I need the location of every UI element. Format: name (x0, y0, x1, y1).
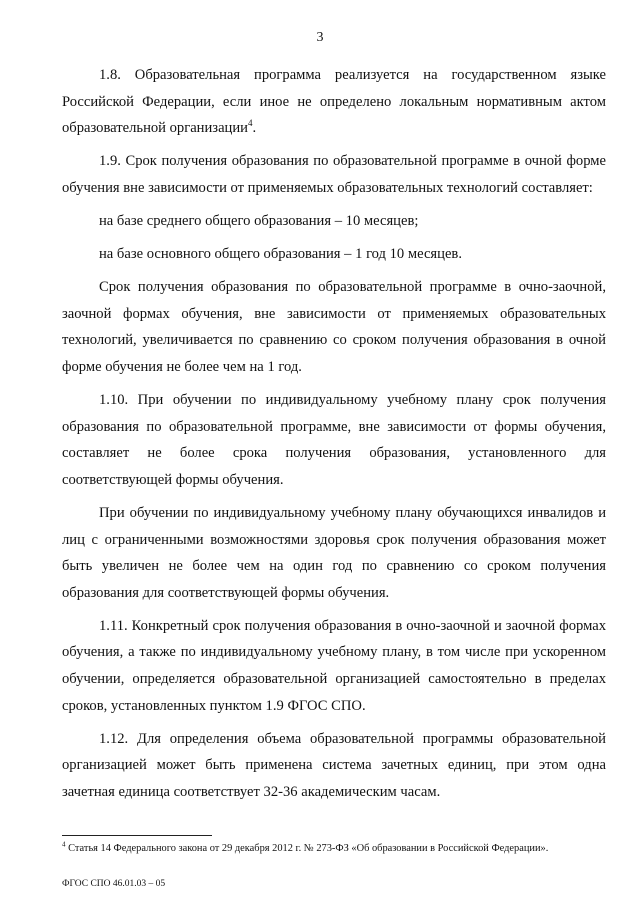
page-number: 3 (316, 30, 324, 45)
list-item-basic-general: на базе основного общего образования – 1 год 10 месяцев. (99, 246, 462, 263)
footnote-divider (62, 835, 212, 836)
list-item-secondary-general: на базе среднего общего образования – 10 месяцев; (99, 212, 419, 229)
paragraph-1-10: 1.10. При обучении по индивидуальному учебному плану срок получения образования по образовательной программе, вне зависимости от формы обучения, составляет не более срока получения образования, установленного для соответствующей формы обучения. (62, 392, 606, 488)
paragraph-1-8 (62, 62, 606, 142)
footnote-marker: 4 (62, 840, 66, 849)
paragraph-1-12: 1.12. Для определения объема образовательной программы образовательной организацией может быть применена система зачетных единиц, при этом одна зачетная единица соответствует 32-36 академическим часам. (62, 730, 606, 800)
paragraph-1-11: 1.11. Конкретный срок получения образования в очно-заочной и заочной формах обучения, а также по индивидуальному учебному плану, в том числе при ускоренном обучении, определяется образовательной организацией самостоятельно в пределах сроков, установленных пунктом 1.9 ФГОС СПО. (62, 617, 606, 714)
paragraph-part-time-terms: Срок получения образования по образовательной программе в очно-заочной, заочной формах обучения, вне зависимости от применяемых образовательных технологий, увеличивается по сравнению со сроком получения образования в очной форме обучения не более чем на 1 год. (62, 279, 606, 375)
footnote (62, 842, 622, 856)
paragraph-1-9: 1.9. Срок получения образования по образовательной программе в очной форме обучения вне зависимости от применяемых образовательных технологий составляет: (62, 153, 606, 196)
footnote-text: Статья 14 Федерального закона от 29 декабря 2012 г. № 273-ФЗ «Об образовании в Российской Федерации». (65, 843, 549, 854)
paragraph-text: 1.8. Образовательная программа реализуется на государственном языке Российской Федерации, если иное не определено локальным нормативным актом образовательной организации (62, 67, 606, 137)
paragraph-end: . (252, 120, 257, 137)
body-text (62, 62, 606, 812)
paragraph-disabled-students: При обучении по индивидуальному учебному плану обучающихся инвалидов и лиц с ограниченными возможностями здоровья срок получения образования может быть увеличен не более чем на один год по сравнению со сроком получения образования для соответствующей формы обучения. (62, 504, 606, 601)
document-code: ФГОС СПО 46.01.03 – 05 (62, 879, 166, 889)
footnote-ref[interactable]: 4 (247, 118, 253, 129)
